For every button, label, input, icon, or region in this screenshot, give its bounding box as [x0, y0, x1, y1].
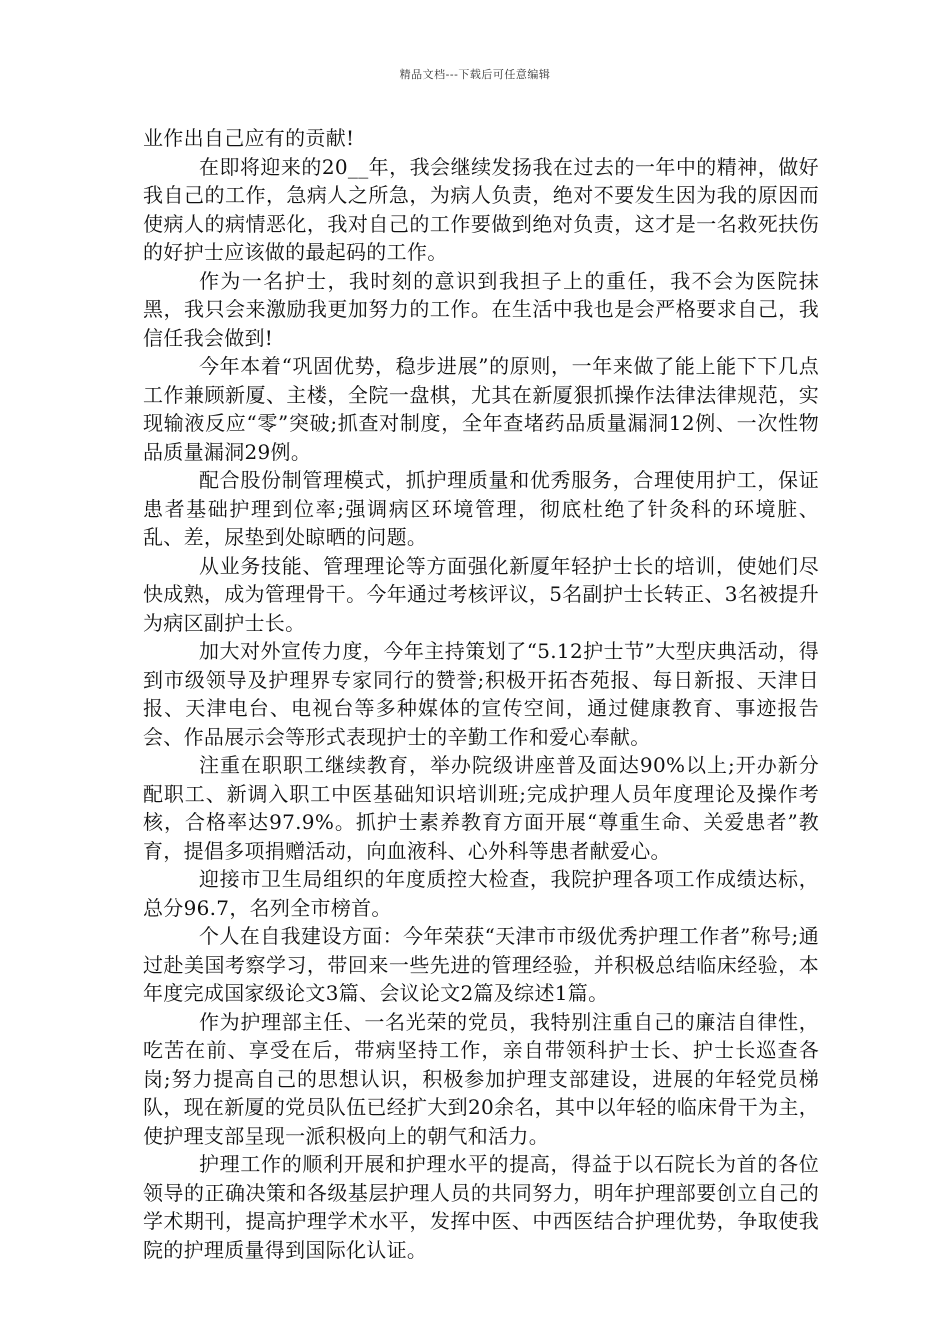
- paragraph: 加大对外宣传力度，今年主持策划了“5.12护士节”大型庆典活动，得到市级领导及护理界专家同行的赞誉;积极开拓杏苑报、每日新报、天津日报、天津电台、电视台等多种媒体的宣传空间，通过健康教育、事迹报告会、作品展示会等形式表现护士的辛勤工作和爱心奉献。: [143, 639, 819, 749]
- paragraph: 从业务技能、管理理论等方面强化新厦年轻护士长的培训，使她们尽快成熟，成为管理骨干。今年通过考核评议，5名副护士长转正、3名被提升为病区副护士长。: [143, 553, 819, 635]
- paragraph-continuation: 业作出自己应有的贡献!: [143, 126, 355, 150]
- paragraph: 注重在职职工继续教育，举办院级讲座普及面达90%以上;开办新分配职工、新调入职工中医基础知识培训班;完成护理人员年度理论及操作考核，合格率达97.9%。抓护士素养教育方面开展“尊重生命、关爱患者”教育，提倡多项捐赠活动，向血液科、心外科等患者献爱心。: [143, 753, 819, 863]
- paragraph: 今年本着“巩固优势，稳步进展”的原则，一年来做了能上能下下几点工作兼顾新厦、主楼，全院一盘棋，尤其在新厦狠抓操作法律法律规范，实现输液反应“零”突破;抓查对制度，全年查堵药品质量漏洞12例、一次性物品质量漏洞29例。: [143, 354, 819, 464]
- paragraph: 作为护理部主任、一名光荣的党员，我特别注重自己的廉洁自律性，吃苦在前、享受在后，带病坚持工作，亲自带领科护士长、护士长巡查各岗;努力提高自己的思想认识，积极参加护理支部建设，进展的年轻党员梯队，现在新厦的党员队伍已经扩大到20余名，其中以年轻的临床骨干为主，使护理支部呈现一派积极向上的朝气和活力。: [143, 1009, 819, 1148]
- page-header: 精品文档---下载后可任意编辑: [399, 68, 551, 81]
- paragraph: 个人在自我建设方面：今年荣获“天津市市级优秀护理工作者”称号;通过赴美国考察学习，带回来一些先进的管理经验，并积极总结临床经验，本年度完成国家级论文3篇、会议论文2篇及综述1篇。: [143, 924, 819, 1005]
- paragraph: 在即将迎来的20__年，我会继续发扬我在过去的一年中的精神，做好我自己的工作，急病人之所急，为病人负责，绝对不要发生因为我的原因而使病人的病情恶化，我对自己的工作要做到绝对负责，这才是一名救死扶伤的好护士应该做的最起码的工作。: [143, 154, 819, 264]
- document-body: [143, 124, 819, 1264]
- paragraph: 作为一名护士，我时刻的意识到我担子上的重任，我不会为医院抹黑，我只会来激励我更加努力的工作。在生活中我也是会严格要求自己，我信任我会做到!: [143, 268, 819, 350]
- paragraph: 配合股份制管理模式，抓护理质量和优秀服务，合理使用护工，保证患者基础护理到位率;强调病区环境管理，彻底杜绝了针灸科的环境脏、乱、差，尿垫到处晾晒的问题。: [143, 468, 819, 549]
- paragraph: 迎接市卫生局组织的年度质控大检查，我院护理各项工作成绩达标，总分96.7，名列全市榜首。: [143, 867, 819, 920]
- paragraph: 护理工作的顺利开展和护理水平的提高，得益于以石院长为首的各位领导的正确决策和各级基层护理人员的共同努力，明年护理部要创立自己的学术期刊，提高护理学术水平，发挥中医、中西医结合护理优势，争取使我院的护理质量得到国际化认证。: [143, 1152, 819, 1262]
